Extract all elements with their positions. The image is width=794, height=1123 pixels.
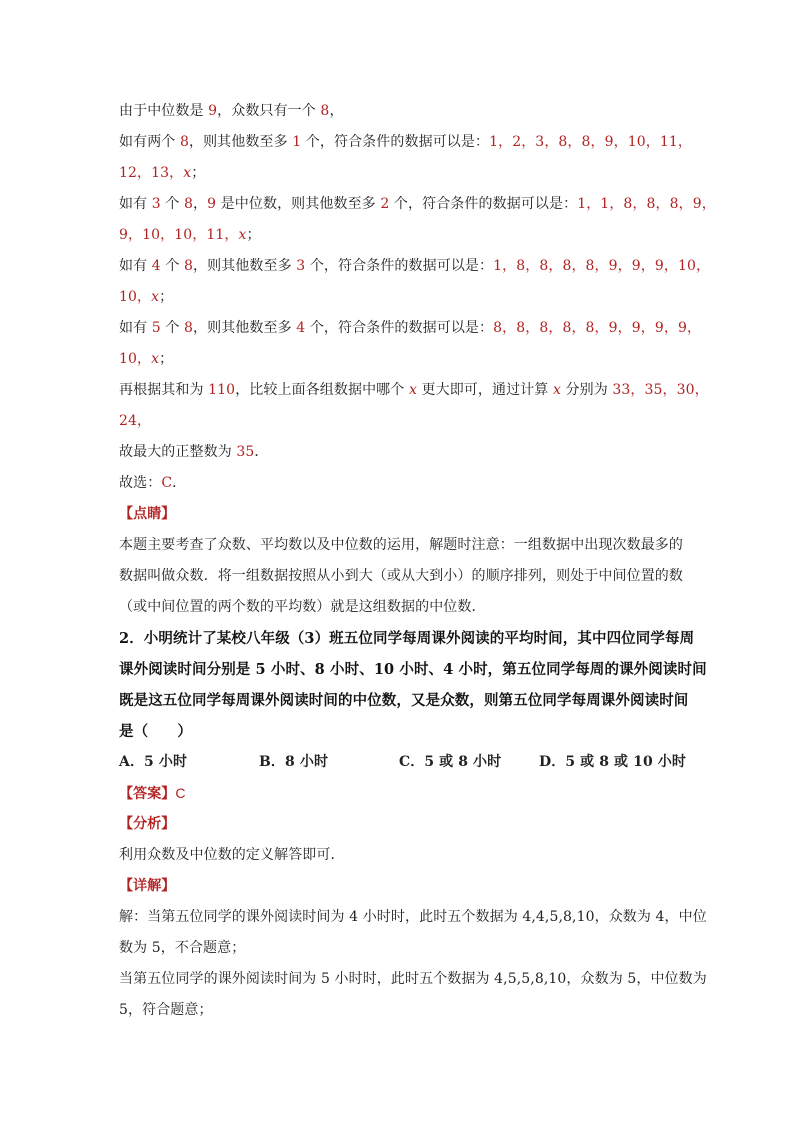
number: 3 bbox=[296, 258, 306, 274]
text-line-10 bbox=[119, 375, 709, 406]
question-line-2: 课外阅读时间分别是 5 小时、8 小时、10 小时、4 小时，第五位同学每周的课外阅读时间 bbox=[119, 661, 707, 678]
text: 个，符合条件的数据可以是： bbox=[389, 196, 578, 212]
text-line-9 bbox=[119, 344, 689, 375]
number: 2 bbox=[380, 196, 390, 212]
text-line-2 bbox=[119, 127, 692, 158]
text: 个 bbox=[160, 320, 184, 336]
text: ， bbox=[329, 103, 344, 119]
detail-line-2: 数为 5，不合题意； bbox=[119, 940, 246, 956]
variable-x: x bbox=[552, 382, 561, 398]
detail-label: 【详解】 bbox=[119, 878, 176, 894]
number-list: 10， bbox=[119, 289, 152, 305]
text-line-8 bbox=[119, 313, 702, 344]
text: 个 bbox=[160, 196, 184, 212]
question-line-1: 2．小明统计了某校八年级（3）班五位同学每周课外阅读的平均时间，其中四位同学每周 bbox=[119, 630, 695, 647]
text: 个，符合条件的数据可以是： bbox=[305, 320, 494, 336]
text-line-1 bbox=[119, 96, 689, 127]
number: 35 bbox=[236, 444, 255, 460]
number-list: 1，8，8，8，8，9，9，9，10， bbox=[493, 258, 711, 274]
question-line-4: 是（ ） bbox=[119, 723, 192, 740]
text: 是中位数，则其他数至多 bbox=[216, 196, 381, 212]
document-page bbox=[119, 96, 716, 1026]
text: ； bbox=[159, 351, 174, 367]
text-line-6 bbox=[119, 251, 711, 282]
variable-x: x bbox=[151, 289, 160, 305]
text: ，则其他数至多 bbox=[193, 320, 297, 336]
text-line-3 bbox=[119, 158, 689, 189]
text: 个，符合条件的数据可以是： bbox=[301, 134, 490, 150]
number-list: 1，2，3，8，8，9，10，11， bbox=[489, 134, 692, 150]
text-line-5 bbox=[119, 220, 689, 251]
number-list: 1，1，8，8，8，9， bbox=[577, 196, 716, 212]
number: 8 bbox=[320, 103, 330, 119]
text: 个，符合条件的数据可以是： bbox=[305, 258, 494, 274]
text: ； bbox=[191, 165, 206, 181]
variable-x: x bbox=[151, 351, 160, 367]
question-line-3: 既是这五位同学每周课外阅读时间的中位数，又是众数，则第五位同学每周课外阅读时间 bbox=[119, 692, 689, 709]
text: 如有 bbox=[119, 258, 152, 274]
text: 更大即可，通过计算 bbox=[416, 382, 553, 398]
choice-c: C．5 或 8 小时 bbox=[399, 754, 502, 770]
text: ， bbox=[193, 196, 208, 212]
text-line-17: （或中间位置的两个数的平均数）就是这组数据的中位数． bbox=[119, 599, 486, 615]
choice-d: D．5 或 8 或 10 小时 bbox=[539, 754, 686, 770]
number: 8 bbox=[183, 258, 193, 274]
choices-row bbox=[119, 747, 689, 778]
analysis-label: 【分析】 bbox=[119, 816, 176, 832]
text-line-7 bbox=[119, 282, 689, 313]
number-list: 10， bbox=[119, 351, 152, 367]
number: 4 bbox=[151, 258, 161, 274]
number: 3 bbox=[151, 196, 161, 212]
choice-b: B．8 小时 bbox=[259, 754, 329, 770]
number: 8 bbox=[183, 196, 193, 212]
text: ； bbox=[246, 227, 261, 243]
number: 9 bbox=[208, 103, 218, 119]
section-label-dianjing: 【点睛】 bbox=[119, 506, 176, 522]
number-list: 33，35，30， bbox=[612, 382, 709, 398]
detail-line-1: 解：当第五位同学的课外阅读时间为 4 小时时，此时五个数据为 4,4,5,8,10，众数为 4，中位 bbox=[119, 909, 707, 925]
text: ． bbox=[254, 444, 269, 460]
text: 如有 bbox=[119, 196, 152, 212]
text: 如有 bbox=[119, 320, 152, 336]
variable-x: x bbox=[238, 227, 247, 243]
text-line-16: 数据叫做众数．将一组数据按照从小到大（或从大到小）的顺序排列，则处于中间位置的数 bbox=[119, 568, 683, 584]
answer-value: C bbox=[175, 785, 186, 801]
number: 4 bbox=[296, 320, 306, 336]
number-list: 24， bbox=[119, 413, 152, 429]
number-list: 8，8，8，8，8，9，9，9，9， bbox=[493, 320, 702, 336]
variable-x: x bbox=[183, 165, 192, 181]
text: ，则其他数至多 bbox=[193, 258, 297, 274]
text: 故最大的正整数为 bbox=[119, 444, 237, 460]
analysis-text: 利用众数及中位数的定义解答即可． bbox=[119, 847, 345, 863]
text-line-12 bbox=[119, 437, 689, 468]
choice-a: A．5 小时 bbox=[119, 754, 188, 770]
number-list: 9，10，10，11， bbox=[119, 227, 239, 243]
text: 分别为 bbox=[560, 382, 613, 398]
detail-line-4: 5，符合题意； bbox=[119, 1002, 213, 1018]
text-line-15: 本题主要考查了众数、平均数以及中位数的运用，解题时注意：一组数据中出现次数最多的 bbox=[119, 537, 683, 553]
number: 110 bbox=[208, 382, 236, 398]
text-line-11 bbox=[119, 406, 689, 437]
number: 1 bbox=[292, 134, 302, 150]
text: 由于中位数是 bbox=[119, 103, 209, 119]
text: 故选： bbox=[119, 475, 162, 491]
text: 再根据其和为 bbox=[119, 382, 209, 398]
variable-x: x bbox=[408, 382, 417, 398]
number: 8 bbox=[183, 320, 193, 336]
text: ，众数只有一个 bbox=[217, 103, 321, 119]
number: 9 bbox=[207, 196, 217, 212]
number: 5 bbox=[151, 320, 161, 336]
text: 个 bbox=[160, 258, 184, 274]
number-list: 12，13， bbox=[119, 165, 184, 181]
answer-label: 【答案】 bbox=[119, 786, 176, 802]
text: ，则其他数至多 bbox=[188, 134, 293, 150]
answer-letter: C bbox=[161, 475, 173, 491]
answer-line bbox=[119, 778, 689, 809]
text-line-4 bbox=[119, 189, 716, 220]
number: 8 bbox=[179, 134, 189, 150]
text-line-13 bbox=[119, 468, 689, 499]
text: ，比较上面各组数据中哪个 bbox=[235, 382, 409, 398]
text: ； bbox=[159, 289, 174, 305]
text: ． bbox=[172, 475, 187, 491]
text: 如有两个 bbox=[119, 134, 180, 150]
detail-line-3: 当第五位同学的课外阅读时间为 5 小时时，此时五个数据为 4,5,5,8,10，众数为 5，中位数为 bbox=[119, 971, 707, 987]
